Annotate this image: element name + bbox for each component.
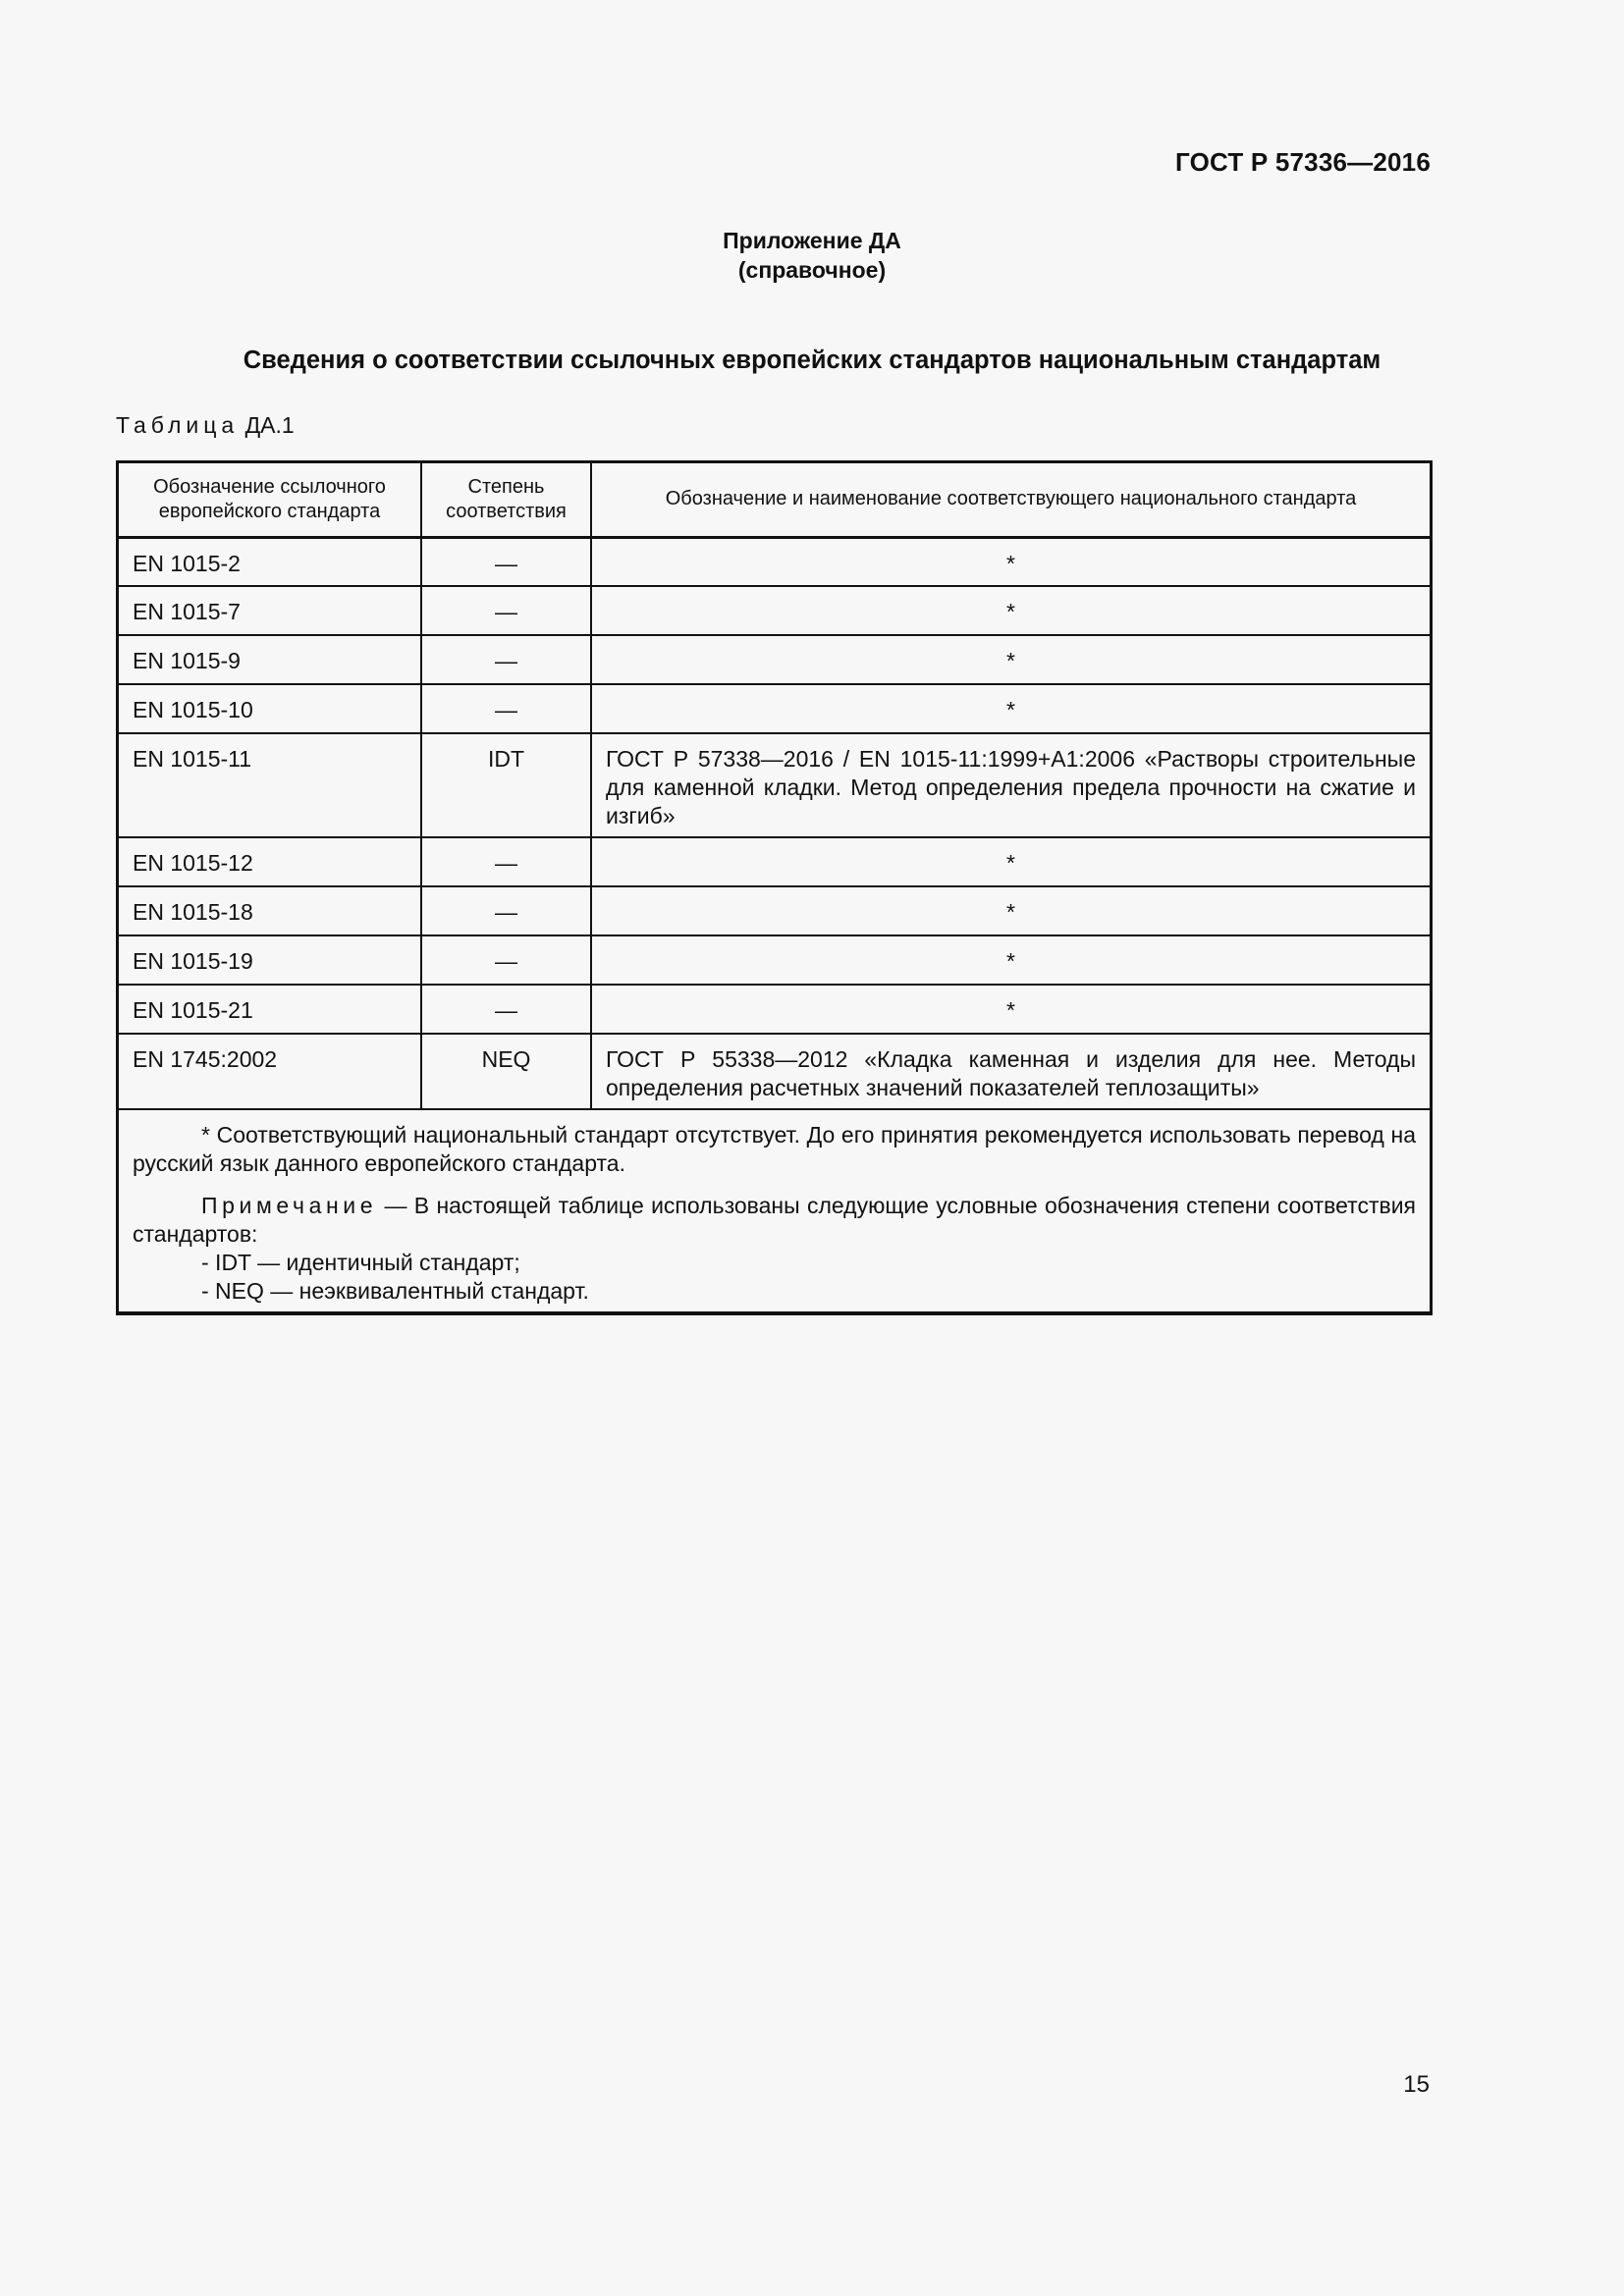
table-caption-number: ДА.1 — [244, 412, 295, 438]
table-row — [119, 733, 1430, 837]
appendix-title: Приложение ДА — [723, 228, 901, 253]
cell-degree: — — [421, 586, 591, 635]
cell-national: * — [591, 886, 1430, 935]
cell-national: * — [591, 985, 1430, 1034]
cell-reference: EN 1015-21 — [119, 985, 421, 1034]
cell-degree: NEQ — [421, 1034, 591, 1109]
note-item-idt: - IDT — идентичный стандарт; — [201, 1250, 520, 1275]
cell-degree: — — [421, 935, 591, 985]
table-row — [119, 837, 1430, 886]
cell-national: * — [591, 537, 1430, 586]
table-row — [119, 1034, 1430, 1109]
cell-degree: — — [421, 837, 591, 886]
conformity-table — [119, 463, 1430, 1313]
cell-reference: EN 1015-9 — [119, 635, 421, 684]
section-title: Сведения о соответствии ссылочных европейских стандартов национальным стандартам — [243, 347, 1381, 374]
header-reference-standard: Обозначение ссылочного европейского стандарта — [119, 463, 421, 537]
table-row — [119, 985, 1430, 1034]
cell-degree: IDT — [421, 733, 591, 837]
page-number: 15 — [1403, 2071, 1430, 2098]
cell-degree: — — [421, 537, 591, 586]
cell-degree: — — [421, 635, 591, 684]
table-row — [119, 635, 1430, 684]
cell-national: * — [591, 684, 1430, 733]
cell-reference: EN 1015-7 — [119, 586, 421, 635]
cell-national: * — [591, 935, 1430, 985]
cell-reference: EN 1015-10 — [119, 684, 421, 733]
cell-reference: EN 1015-19 — [119, 935, 421, 985]
footnote-text: * Соответствующий национальный стандарт отсутствует. До его принятия рекомендуется использовать перевод на русский язык данного европейского стандарта. — [133, 1122, 1416, 1176]
document-code: ГОСТ Р 57336—2016 — [1175, 147, 1431, 177]
conformity-table-frame — [116, 460, 1433, 1315]
note-label: Примечание — [201, 1193, 378, 1218]
table-footnote-row — [119, 1109, 1430, 1312]
cell-national: * — [591, 635, 1430, 684]
cell-reference: EN 1015-12 — [119, 837, 421, 886]
table-caption — [116, 412, 295, 439]
table-caption-label: Таблица — [116, 412, 240, 438]
table-row — [119, 537, 1430, 586]
cell-reference: EN 1015-11 — [119, 733, 421, 837]
cell-national: ГОСТ Р 57338—2016 / EN 1015-11:1999+A1:2006 «Растворы строительные для каменной кладки. Метод определения предела прочности на сжатие и изгиб» — [591, 733, 1430, 837]
table-header-row — [119, 463, 1430, 537]
appendix-subtitle: (справочное) — [737, 257, 887, 283]
cell-national: ГОСТ Р 55338—2012 «Кладка каменная и изделия для нее. Методы определения расчетных значений показателей теплозащиты» — [591, 1034, 1430, 1109]
cell-degree: — — [421, 985, 591, 1034]
cell-degree: — — [421, 886, 591, 935]
table-row — [119, 935, 1430, 985]
cell-reference: EN 1015-18 — [119, 886, 421, 935]
cell-degree: — — [421, 684, 591, 733]
table-row — [119, 684, 1430, 733]
cell-reference: EN 1015-2 — [119, 537, 421, 586]
note-item-neq: - NEQ — неэквивалентный стандарт. — [201, 1278, 589, 1304]
note-paragraph — [133, 1192, 1416, 1249]
appendix-heading — [0, 226, 1624, 285]
cell-national: * — [591, 586, 1430, 635]
header-national-standard: Обозначение и наименование соответствующего национального стандарта — [591, 463, 1430, 537]
header-degree-of-conformity: Степень соответствия — [421, 463, 591, 537]
table-row — [119, 586, 1430, 635]
table-row — [119, 886, 1430, 935]
note-text: — В настоящей таблице использованы следующие условные обозначения степени соответствия стандартов: — [133, 1193, 1416, 1247]
cell-national: * — [591, 837, 1430, 886]
table-footnote — [119, 1109, 1430, 1312]
cell-reference: EN 1745:2002 — [119, 1034, 421, 1109]
